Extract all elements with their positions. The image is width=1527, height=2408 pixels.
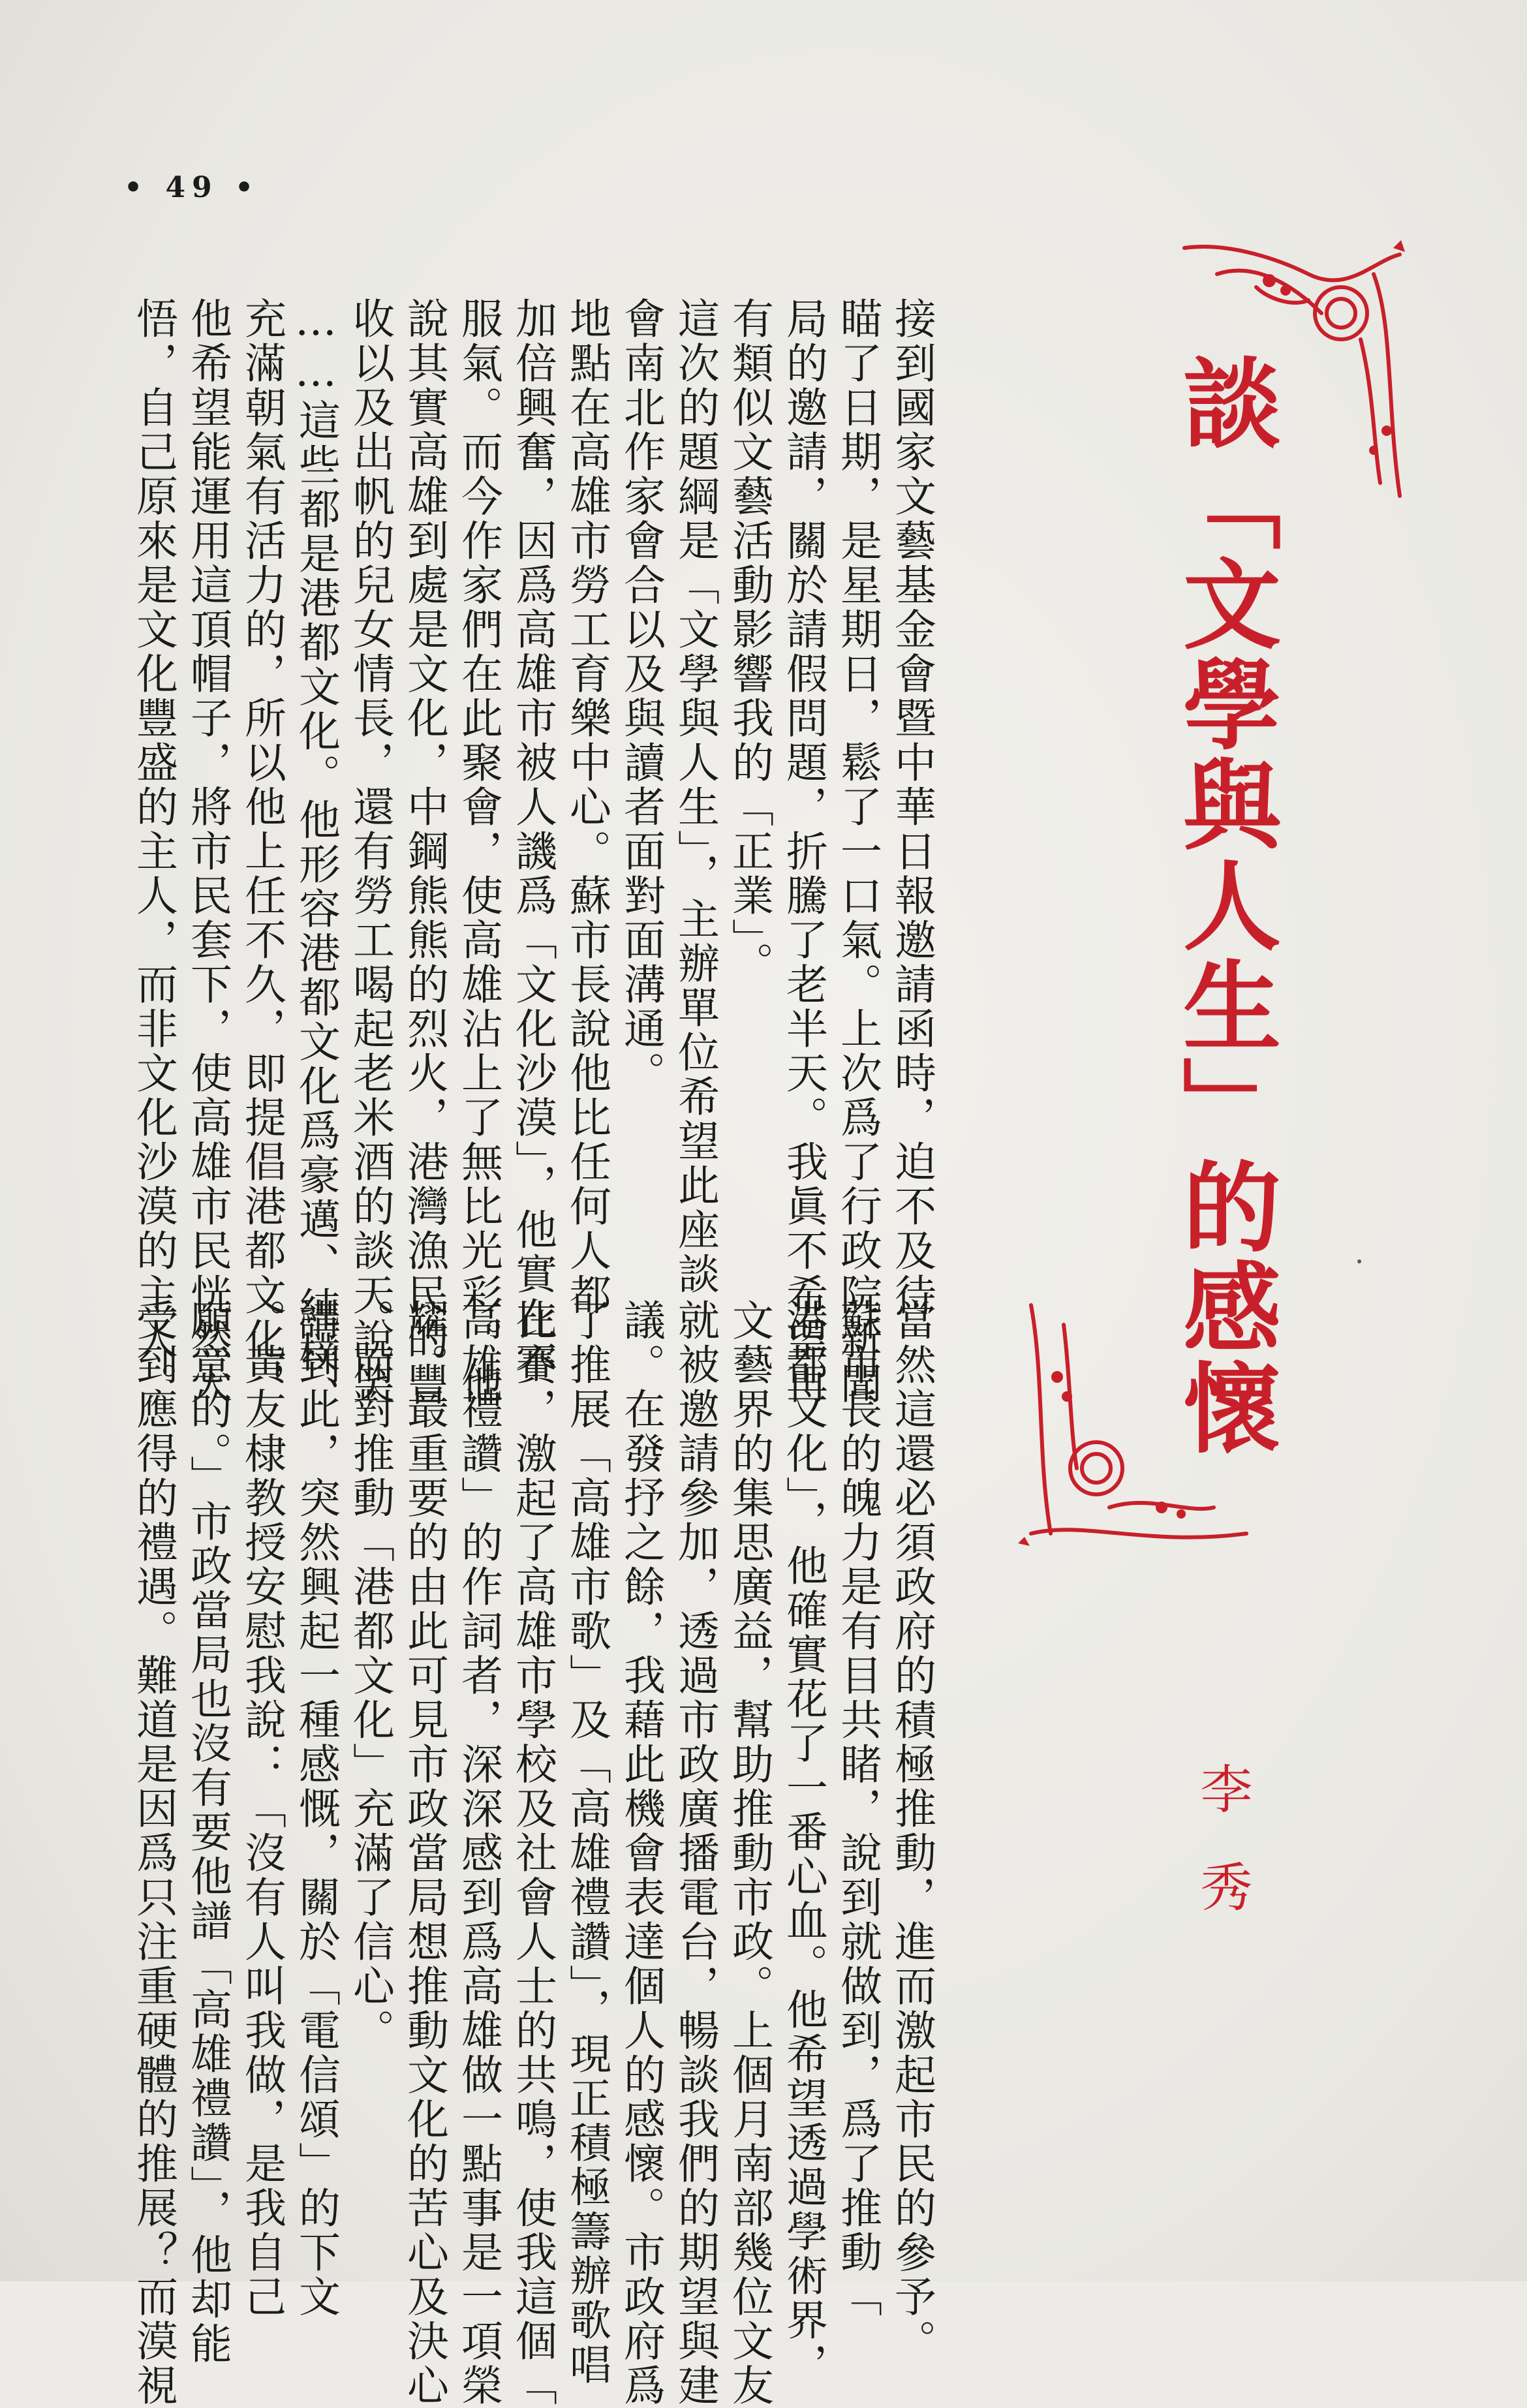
text-column: 比賽，激起了高雄市學校及社會人士的共鳴，使我這個「 xyxy=(508,1299,557,2408)
text-column: 說其實高雄到處是文化，中鋼熊熊的烈火，港灣漁民的豐 xyxy=(400,297,448,1406)
text-column: 充滿朝氣有活力的，所以他上任不久，即提倡港都文化， xyxy=(238,297,286,1406)
text-column: 了推展「高雄市歌」及「高雄禮讚」，現正積極籌辦歌唱 xyxy=(563,1299,611,2387)
text-column: 。而對推動「港都文化」充滿了信心。 xyxy=(346,1299,394,2053)
text-column: 高雄禮讚」的作詞者，深深感到爲高雄做一點事是一項榮 xyxy=(454,1299,502,2408)
article-title: 談「文學與人生」的感懷 xyxy=(1166,352,1281,1458)
text-column: 就被邀請參加，透過市政廣播電台，暢談我們的期望與建 xyxy=(671,1299,719,2408)
text-column: 願意的。」市政當局也沒有要他譜「高雄禮讚」，他却能 xyxy=(183,1299,232,2366)
text-column: 這次的題綱是「文學與人生」，主辦單位希望此座談 xyxy=(671,297,719,1297)
text-column: 局的邀請，關於請假問題，折騰了老半天。我眞不希望再 xyxy=(779,297,827,1406)
text-column: 他希望能運用這頂帽子，將市民套下，使高雄市民恍然大 xyxy=(183,297,232,1406)
text-column: 講到此，突然興起一種感慨，關於「電信頌」的下文 xyxy=(292,1299,340,2319)
text-column: 當然這還必須政府的積極推動，進而激起市民的參予。 xyxy=(887,1299,936,2364)
print-mark xyxy=(1357,1259,1361,1263)
text-column: 有類似文藝活動影響我的「正業」。 xyxy=(725,297,773,986)
text-column: 受到應得的禮遇。難道是因爲只注重硬體的推展？而漠視 xyxy=(129,1299,177,2408)
text-column: 議。在發抒之餘，我藉此機會表達個人的感懷。市政府爲 xyxy=(617,1299,665,2408)
author-name: 李秀 xyxy=(1192,1762,1252,1958)
text-column: 接到國家文藝基金會暨中華日報邀請函時，迫不及待 xyxy=(887,297,936,1318)
text-column: 耀。最重要的由此可見市政當局想推動文化的苦心及決心 xyxy=(400,1299,448,2408)
text-column: 瞄了日期，是星期日，鬆了一口氣。上次爲了行政院新聞 xyxy=(833,297,882,1406)
text-column: ……這些都是港都文化。他形容港都文化爲豪邁、純樸、 xyxy=(292,297,340,1419)
text-column: 收以及出帆的兒女情長，還有勞工喝起老米酒的談天說笑 xyxy=(346,297,394,1406)
text-column: 文藝界的集思廣益，幫助推動市政。上個月南部幾位文友 xyxy=(725,1299,773,2408)
text-column: 。黃友棣教授安慰我說：「沒有人叫我做，是我自己 xyxy=(238,1299,286,2319)
text-column: 悟，自己原來是文化豐盛的主人，而非文化沙漠的主人。 xyxy=(129,297,177,1406)
text-column: 地點在高雄市勞工育樂中心。蘇市長說他比任何人都 xyxy=(563,297,611,1318)
text-column: 加倍興奮，因爲高雄市被人譏爲「文化沙漠」，他實在不 xyxy=(508,297,557,1385)
text-column: 服氣。而今作家們在此聚會，使高雄沾上了無比光彩。他 xyxy=(454,297,502,1406)
text-column: 港都文化」，他確實花了一番心血。他希望透過學術界， xyxy=(779,1299,827,2387)
page-number: • 49 • xyxy=(124,171,260,204)
text-column: 蘇市長的魄力是有目共睹，說到就做到，爲了推動「 xyxy=(833,1299,882,2319)
text-column: 會南北作家會合以及與讀者面對面溝通。 xyxy=(617,297,665,1096)
